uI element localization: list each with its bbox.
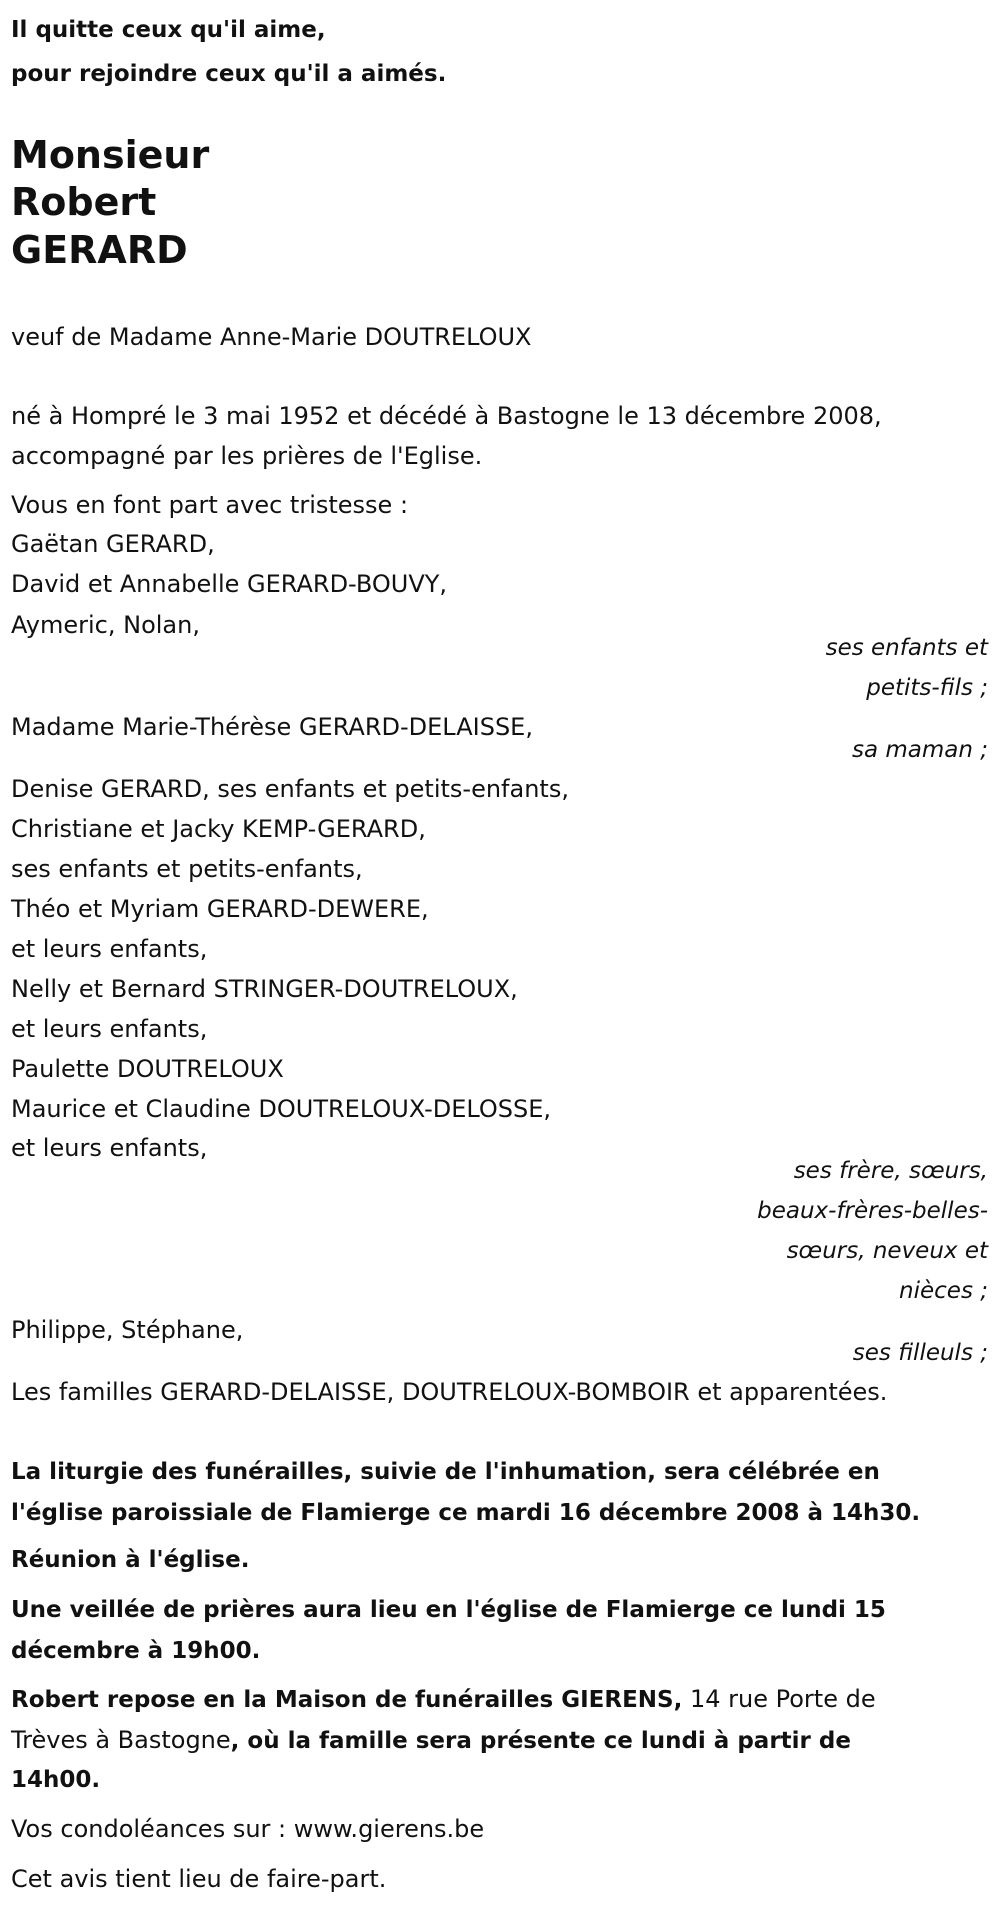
rest-bold: Robert repose en la Maison de funérailles GIERENS, <box>11 1687 683 1713</box>
rest-address: 14 rue Porte de <box>682 1685 876 1713</box>
closing-line: Cet avis tient lieu de faire-part. <box>11 1865 387 1893</box>
sibling-line: Christiane et Jacky KEMP-GERARD, <box>11 815 426 843</box>
role-label: nièces ; <box>899 1278 988 1304</box>
meeting-line: Réunion à l'église. <box>11 1547 250 1573</box>
funeral-line: La liturgie des funérailles, suivie de l'inhumation, sera célébrée en <box>11 1459 880 1485</box>
sibling-line: Maurice et Claudine DOUTRELOUX-DELOSSE, <box>11 1095 552 1123</box>
families-line: Les familles GERARD-DELAISSE, DOUTRELOUX-BOMBOIR et apparentées. <box>11 1378 888 1406</box>
role-label: sa maman ; <box>851 737 988 763</box>
announce-line: Vous en font part avec tristesse : <box>11 491 409 519</box>
epigraph-line: Il quitte ceux qu'il aime, <box>11 17 326 43</box>
rest-bold: , où la famille sera présente ce lundi à partir de <box>230 1728 851 1754</box>
role-label: beaux-frères-belles- <box>757 1198 988 1224</box>
vigil-line: Une veillée de prières aura lieu en l'église de Flamierge ce lundi 15 <box>11 1597 886 1623</box>
name-title: Monsieur <box>11 133 210 177</box>
child-line: David et Annabelle GERARD-BOUVY, <box>11 570 448 598</box>
birth-death-line: né à Hompré le 3 mai 1952 et décédé à Bastogne le 13 décembre 2008, <box>11 402 882 430</box>
sibling-line: Paulette DOUTRELOUX <box>11 1055 284 1083</box>
role-label: sœurs, neveux et <box>786 1238 988 1264</box>
role-label: ses frère, sœurs, <box>793 1158 988 1184</box>
condolences-line: Vos condoléances sur : www.gierens.be <box>11 1815 485 1843</box>
sibling-line: et leurs enfants, <box>11 1015 208 1043</box>
child-line: Aymeric, Nolan, <box>11 611 200 639</box>
name-last: GERARD <box>11 228 188 272</box>
child-line: Gaëtan GERARD, <box>11 530 215 558</box>
funeral-line: l'église paroissiale de Flamierge ce mardi 16 décembre 2008 à 14h30. <box>11 1500 921 1526</box>
sibling-line: et leurs enfants, <box>11 935 208 963</box>
rest-line <box>11 1679 876 1719</box>
sibling-line: ses enfants et petits-enfants, <box>11 855 363 883</box>
birth-death-line: accompagné par les prières de l'Eglise. <box>11 442 483 470</box>
rest-line: 14h00. <box>11 1767 101 1793</box>
role-label: ses enfants et <box>825 635 988 661</box>
sibling-line: et leurs enfants, <box>11 1134 208 1162</box>
rest-address: Trèves à Bastogne <box>11 1726 231 1754</box>
godchildren-line: Philippe, Stéphane, <box>11 1316 244 1344</box>
widower-line: veuf de Madame Anne-Marie DOUTRELOUX <box>11 323 532 351</box>
role-label: ses filleuls ; <box>852 1340 988 1366</box>
sibling-line: Théo et Myriam GERARD-DEWERE, <box>11 895 429 923</box>
role-label: petits-fils ; <box>866 675 988 701</box>
sibling-line: Nelly et Bernard STRINGER-DOUTRELOUX, <box>11 975 518 1003</box>
epigraph-line: pour rejoindre ceux qu'il a aimés. <box>11 61 447 87</box>
sibling-line: Denise GERARD, ses enfants et petits-enfants, <box>11 775 569 803</box>
vigil-line: décembre à 19h00. <box>11 1638 261 1664</box>
rest-line <box>11 1720 851 1760</box>
name-first: Robert <box>11 180 157 224</box>
mother-line: Madame Marie-Thérèse GERARD-DELAISSE, <box>11 713 533 741</box>
